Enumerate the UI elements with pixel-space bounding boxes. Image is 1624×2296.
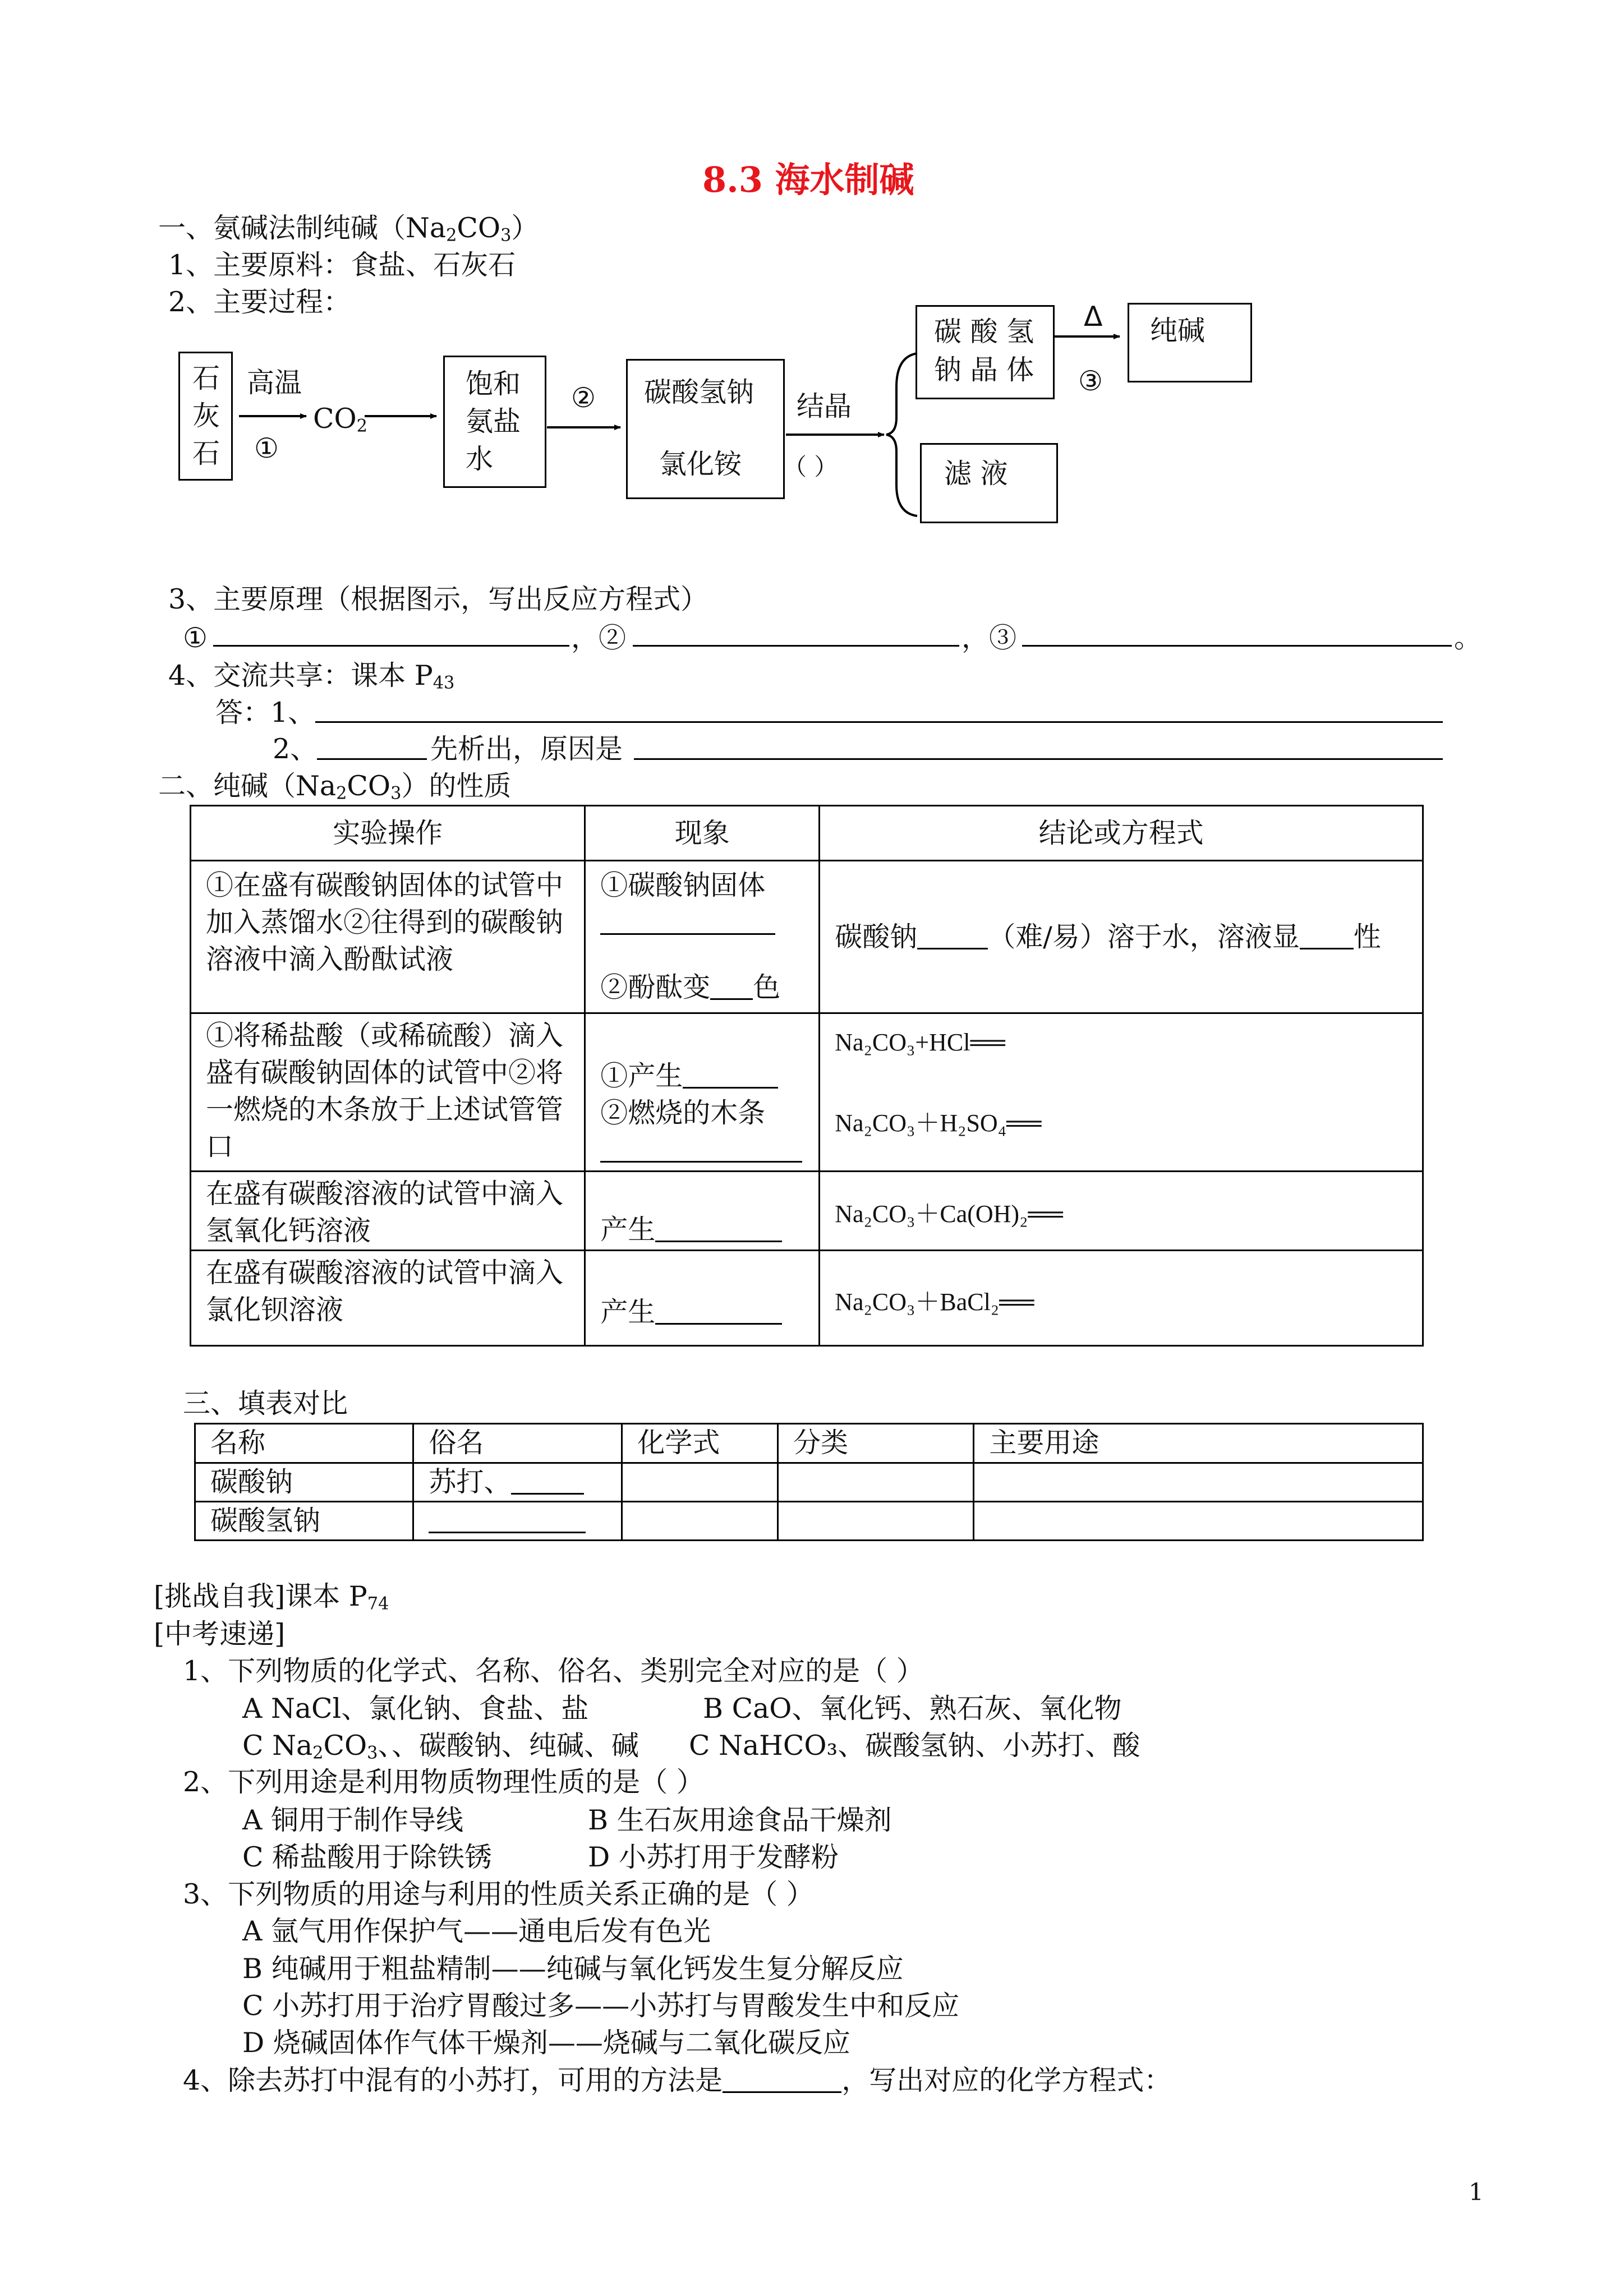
row-alias: 苏打、 — [413, 1463, 622, 1502]
step-2-marker: ② — [571, 382, 596, 414]
header-alias: 俗名 — [413, 1424, 622, 1463]
limestone-label-3: 石 — [192, 437, 220, 469]
page-title: 8.3 海水制碱 — [702, 159, 914, 200]
row4-phenomenon: 产生 — [585, 1251, 820, 1346]
row4-operation: 在盛有碳酸溶液的试管中滴入氯化钡溶液 — [191, 1251, 585, 1346]
question-2-stem: 2、下列用途是利用物质物理性质的是（ ） — [183, 1766, 704, 1798]
q2-option-c[interactable]: C 稀盐酸用于除铁锈 — [242, 1841, 493, 1873]
table-row — [195, 1502, 1423, 1541]
row1-phenomenon: ①碳酸钠固体 ②酚酞变 色 — [585, 861, 820, 1013]
row4-blank[interactable] — [655, 1298, 782, 1325]
exam-heading: [中考速递] — [154, 1618, 286, 1650]
row2-phenomenon: ①产生 ②燃烧的木条 — [585, 1013, 820, 1172]
row3-phenomenon: 产生 — [585, 1172, 820, 1251]
table-row — [195, 1463, 1423, 1502]
heat-symbol: Δ — [1084, 301, 1103, 333]
row2-blank-a[interactable] — [683, 1062, 778, 1089]
equation-1-blank[interactable] — [213, 645, 569, 647]
brine-label-2: 氨盐 — [466, 405, 521, 437]
header-operation: 实验操作 — [191, 806, 585, 861]
header-category: 分类 — [778, 1424, 973, 1463]
equation-end: 。 — [1454, 622, 1482, 654]
q1-option-c[interactable]: C $Na_2CO_3$、、碳酸钠、纯碱、碱 — [242, 1730, 639, 1763]
filtrate-label: 滤 液 — [944, 458, 1008, 490]
answer-2-mid: 先析出，原因是 — [430, 733, 623, 765]
q3-option-a[interactable]: A 氩气用作保护气——通电后发有色光 — [242, 1915, 711, 1947]
equation-3-blank[interactable] — [1022, 645, 1452, 647]
brine-label-1: 饱和 — [466, 368, 521, 400]
alias-blank[interactable] — [429, 1507, 586, 1533]
row3-operation: 在盛有碳酸溶液的试管中滴入氢氧化钙溶液 — [191, 1172, 585, 1251]
use-cell[interactable] — [974, 1502, 1423, 1541]
row2-blank-b[interactable] — [600, 1136, 802, 1163]
table-header-row — [191, 806, 1423, 861]
question-3-stem: 3、下列物质的用途与利用的性质关系正确的是（ ） — [183, 1878, 814, 1910]
table-header-row — [195, 1424, 1423, 1463]
category-cell[interactable] — [778, 1502, 973, 1541]
row-alias — [413, 1502, 622, 1541]
paren-blank: （ ） — [783, 453, 838, 481]
q2-option-a[interactable]: A 铜用于制作导线 — [242, 1804, 463, 1836]
section-2-heading: 二、纯碱$(Na_2CO_3)$的性质 — [158, 770, 512, 804]
q3-option-d[interactable]: D 烧碱固体作气体干燥剂——烧碱与二氧化碳反应 — [242, 2027, 850, 2059]
q1-option-d[interactable]: C NaHCO₃、碳酸氢钠、小苏打、酸 — [689, 1730, 1140, 1762]
row3-blank[interactable] — [655, 1216, 782, 1242]
challenge-line: [挑战自我]课本 $P_{74}$ — [154, 1580, 389, 1614]
q1-option-a[interactable]: A NaCl、氯化钠、食盐、盐 — [242, 1693, 589, 1725]
row1-blank-b[interactable] — [710, 974, 753, 1000]
table-row — [191, 1251, 1423, 1346]
section-3-heading: 三、填表对比 — [183, 1387, 348, 1419]
limestone-label-1: 石 — [192, 362, 220, 394]
limestone-label-2: 灰 — [192, 400, 220, 432]
row-name: 碳酸氢钠 — [195, 1502, 413, 1541]
row1-blank-d[interactable] — [1300, 923, 1354, 949]
row1-operation: ①在盛有碳酸钠固体的试管中加入蒸馏水②往得到的碳酸钠溶液中滴入酚酞试液 — [191, 861, 585, 1013]
header-conclusion: 结论或方程式 — [820, 806, 1423, 861]
header-formula: 化学式 — [622, 1424, 778, 1463]
crystallize-label: 结晶 — [797, 390, 852, 422]
formula-cell[interactable] — [622, 1502, 778, 1541]
co2-label: $CO_2$ — [313, 403, 367, 436]
answer-2-label: 2、 — [273, 733, 318, 765]
properties-table — [190, 805, 1424, 1347]
question-4-stem: 4、除去苏打中混有的小苏打，可用的方法是 ，写出对应的化学方程式： — [183, 2064, 1172, 2096]
q2-option-b[interactable]: B 生石灰用途食品干燥剂 — [588, 1804, 892, 1836]
use-cell[interactable] — [974, 1463, 1423, 1502]
mixture-label-1: 碳酸氢钠 — [644, 376, 755, 408]
row3-conclusion: Na₂CO₃＋Ca(OH)₂══ — [820, 1172, 1423, 1251]
row2-conclusion: Na₂CO₃+HCl══ Na₂CO₃＋H₂SO₄══ — [820, 1013, 1423, 1172]
row2-operation: ①将稀盐酸（或稀硫酸）滴入盛有碳酸钠固体的试管中②将一燃烧的木条放于上述试管管口 — [191, 1013, 585, 1172]
table-row — [191, 1172, 1423, 1251]
equation-2-label: ，② — [571, 622, 627, 654]
section-1-heading: 一、氨碱法制纯碱$(Na_2CO_3)$ — [158, 212, 539, 246]
header-use: 主要用途 — [974, 1424, 1423, 1463]
comparison-table — [194, 1423, 1424, 1541]
row1-blank-a[interactable] — [600, 909, 775, 935]
question-1-stem: 1、下列物质的化学式、名称、俗名、类别完全对应的是（ ） — [183, 1655, 924, 1687]
formula-cell[interactable] — [622, 1463, 778, 1502]
crystal-label-1: 碳 酸 氢 — [934, 316, 1034, 348]
high-temp-label: 高温 — [247, 367, 302, 399]
q2-option-d[interactable]: D 小苏打用于发酵粉 — [588, 1841, 839, 1873]
equation-3-label: ，③ — [961, 622, 1017, 654]
step-1-marker: ① — [254, 432, 279, 464]
q3-option-c[interactable]: C 小苏打用于治疗胃酸过多——小苏打与胃酸发生中和反应 — [242, 1990, 960, 2022]
table-row — [191, 1013, 1423, 1172]
crystal-label-2: 钠 晶 体 — [934, 354, 1034, 386]
step-3-marker: ③ — [1078, 365, 1103, 397]
materials-line: 1、主要原料：食盐、石灰石 — [168, 249, 516, 281]
header-phenomenon: 现象 — [585, 806, 820, 861]
principle-line: 3、主要原理（根据图示，写出反应方程式） — [168, 583, 709, 615]
brine-label-3: 水 — [466, 443, 494, 475]
row-name: 碳酸钠 — [195, 1463, 413, 1502]
mixture-label-2: 氯化铵 — [659, 448, 742, 480]
page-number: 1 — [1469, 2178, 1484, 2206]
q3-option-b[interactable]: B 纯碱用于粗盐精制——纯碱与氧化钙发生复分解反应 — [242, 1953, 904, 1985]
flow-arrows — [0, 0, 1624, 561]
equation-1-label: ① — [183, 622, 208, 654]
exchange-line: 4、交流共享：课本 $P_{43}$ — [168, 660, 455, 693]
alias-blank[interactable] — [511, 1468, 584, 1495]
answer-2-blank-a[interactable] — [317, 758, 427, 760]
row1-blank-c[interactable] — [917, 923, 988, 949]
row1-conclusion: 碳酸钠 （难/易）溶于水，溶液显 性 — [820, 861, 1423, 1013]
table-row — [191, 861, 1423, 1013]
equation-2-blank[interactable] — [633, 645, 959, 647]
soda-label: 纯碱 — [1150, 315, 1206, 347]
q4-blank[interactable] — [723, 2067, 841, 2093]
answer-1-label: 答：1、 — [215, 697, 316, 729]
answer-1-blank[interactable] — [315, 721, 1443, 723]
process-line: 2、主要过程： — [168, 286, 351, 318]
header-name: 名称 — [195, 1424, 413, 1463]
q1-option-b[interactable]: B CaO、氧化钙、熟石灰、氧化物 — [703, 1693, 1122, 1725]
answer-2-blank-b[interactable] — [634, 758, 1443, 760]
row4-conclusion: Na₂CO₃＋BaCl₂══ — [820, 1251, 1423, 1346]
category-cell[interactable] — [778, 1463, 973, 1502]
